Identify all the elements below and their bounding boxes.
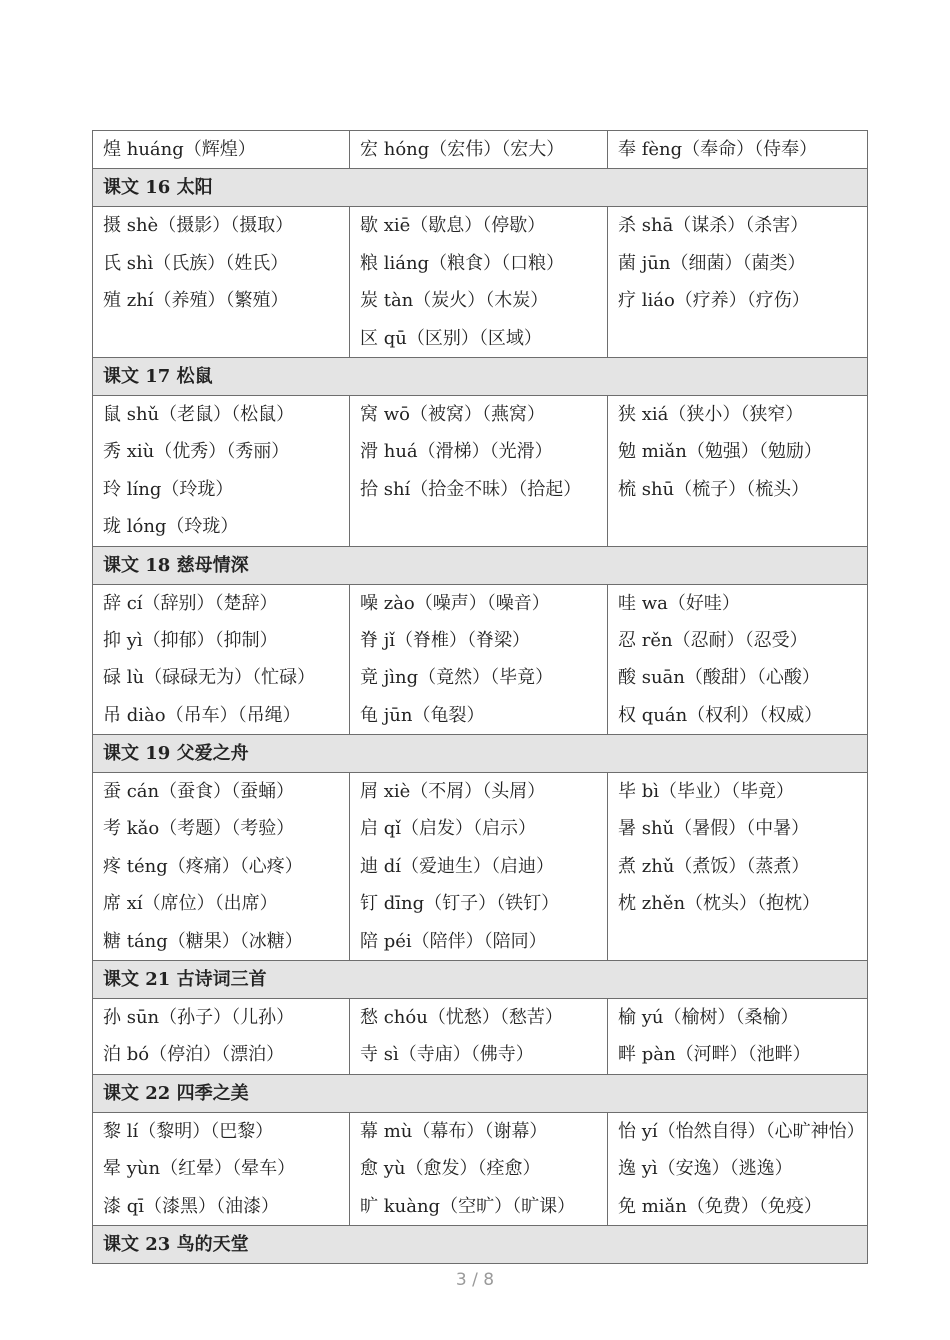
vocab-entry: 黎 lí（黎明）（巴黎） (103, 1120, 274, 1142)
vocab-entry: 愁 chóu（忧愁）（愁苦） (360, 1007, 563, 1029)
first-row (93, 131, 868, 169)
section-title: 课文 21 古诗词三首 (93, 961, 868, 999)
section-title: 课文 23 鸟的天堂 (93, 1225, 868, 1263)
section-body-row (93, 395, 868, 546)
cell (350, 1112, 608, 1225)
vocab-entry: 疗 liáo（疗养）（疗伤） (618, 290, 810, 312)
vocab-entry: 免 miǎn（免费）（免疫） (618, 1195, 822, 1217)
vocab-entry: 梳 shū（梳子）（梳头） (618, 478, 810, 500)
vocab-entry: 幕 mù（幕布）（谢幕） (360, 1120, 548, 1142)
vocab-entry: 畔 pàn（河畔）（池畔） (618, 1044, 811, 1066)
vocabulary-table (92, 130, 868, 1264)
cell (93, 999, 350, 1075)
vocab-entry: 启 qǐ（启发）（启示） (360, 818, 537, 840)
vocab-entry: 席 xí（席位）（出席） (103, 893, 278, 915)
cell (93, 584, 350, 735)
vocab-entry: 龟 jūn（龟裂） (360, 704, 485, 726)
vocab-entry: 粮 liáng（粮食）（口粮） (360, 252, 565, 274)
vocab-entry: 噪 zào（噪声）（噪音） (360, 592, 550, 614)
table-body (93, 131, 868, 1264)
vocab-entry: 吊 diào（吊车）（吊绳） (103, 704, 301, 726)
vocab-entry: 暑 shǔ（暑假）（中暑） (618, 818, 810, 840)
vocab-entry: 珑 lóng（玲珑） (103, 516, 239, 538)
vocab-entry: 孙 sūn（孙子）（儿孙） (103, 1007, 295, 1029)
section-title: 课文 18 慈母情深 (93, 546, 868, 584)
vocab-entry: 菌 jūn（细菌）（菌类） (618, 252, 806, 274)
section-header-row (93, 169, 868, 207)
vocab-entry: 勉 miǎn（勉强）（勉励） (618, 441, 822, 463)
section-body-row (93, 207, 868, 358)
cell (350, 773, 608, 961)
vocab-entry: 脊 jǐ（脊椎）（脊梁） (360, 629, 531, 651)
vocab-entry: 忍 rěn（忍耐）（忍受） (618, 629, 808, 651)
vocab-entry: 酸 suān（酸甜）（心酸） (618, 667, 820, 689)
vocab-entry: 狭 xiá（狭小）（狭窄） (618, 403, 804, 425)
vocab-entry: 权 quán（权利）（权威） (618, 704, 823, 726)
vocab-entry: 炭 tàn（炭火）（木炭） (360, 290, 549, 312)
cell (93, 131, 350, 169)
vocab-entry: 滑 huá（滑梯）（光滑） (360, 441, 553, 463)
vocab-entry: 毕 bì（毕业）（毕竟） (618, 781, 795, 803)
vocab-entry: 陪 péi（陪伴）（陪同） (360, 930, 547, 952)
cell (93, 207, 350, 358)
cell (608, 1112, 868, 1225)
vocab-entry: 枕 zhěn（枕头）（抱枕） (618, 893, 821, 915)
section-header-row (93, 735, 868, 773)
cell (93, 773, 350, 961)
vocab-entry: 漆 qī（漆黑）（油漆） (103, 1195, 280, 1217)
section-header-row (93, 546, 868, 584)
cell (608, 773, 868, 961)
vocab-entry: 糖 táng（糖果）（冰糖） (103, 930, 303, 952)
vocab-entry: 煌 huáng（辉煌） (103, 139, 256, 160)
section-title: 课文 22 四季之美 (93, 1074, 868, 1112)
vocab-entry: 抑 yì（抑郁）（抑制） (103, 629, 278, 651)
page-number: 3 / 8 (455, 1270, 495, 1290)
section-header-row (93, 961, 868, 999)
vocab-entry: 蚕 cán（蚕食）（蚕蛹） (103, 781, 295, 803)
cell (608, 131, 868, 169)
section-title: 课文 16 太阳 (93, 169, 868, 207)
vocab-entry: 摄 shè（摄影）（摄取） (103, 215, 294, 237)
vocab-entry: 逸 yì（安逸）（逃逸） (618, 1158, 793, 1180)
vocab-entry: 旷 kuàng（空旷）（旷课） (360, 1195, 576, 1217)
cell (608, 395, 868, 546)
vocab-entry: 怡 yí（怡然自得）（心旷神怡） (618, 1120, 865, 1142)
vocab-entry: 鼠 shǔ（老鼠）（松鼠） (103, 403, 295, 425)
section-body-row (93, 999, 868, 1075)
vocab-entry: 拾 shí（拾金不昧）（拾起） (360, 478, 582, 500)
vocab-entry: 煮 zhǔ（煮饭）（蒸煮） (618, 855, 810, 877)
vocab-entry: 泊 bó（停泊）（漂泊） (103, 1044, 285, 1066)
vocab-entry: 氏 shì（氏族）（姓氏） (103, 252, 289, 274)
cell (93, 395, 350, 546)
vocab-entry: 榆 yú（榆树）（桑榆） (618, 1007, 799, 1029)
vocab-entry: 哇 wa（好哇） (618, 592, 740, 614)
vocab-entry: 愈 yù（愈发）（痊愈） (360, 1158, 541, 1180)
vocab-entry: 钉 dīng（钉子）（铁钉） (360, 893, 560, 915)
vocab-entry: 奉 fèng（奉命）（侍奉） (618, 139, 818, 160)
vocab-entry: 晕 yùn（红晕）（晕车） (103, 1158, 296, 1180)
cell (608, 207, 868, 358)
vocab-entry: 碌 lù（碌碌无为）（忙碌） (103, 667, 316, 689)
section-body-row (93, 1112, 868, 1225)
vocab-entry: 辞 cí（辞别）（楚辞） (103, 592, 278, 614)
vocab-entry: 窝 wō（被窝）（燕窝） (360, 403, 545, 425)
section-header-row (93, 357, 868, 395)
vocab-entry: 宏 hóng（宏伟）（宏大） (360, 139, 565, 160)
cell (350, 999, 608, 1075)
vocab-entry: 屑 xiè（不屑）（头屑） (360, 781, 546, 803)
section-body-row (93, 773, 868, 961)
vocab-entry: 歇 xiē（歇息）（停歇） (360, 215, 546, 237)
section-title: 课文 19 父爱之舟 (93, 735, 868, 773)
cell (350, 584, 608, 735)
cell (350, 207, 608, 358)
section-header-row (93, 1225, 868, 1263)
vocab-entry: 玲 líng（玲珑） (103, 478, 234, 500)
cell (608, 584, 868, 735)
vocab-entry: 秀 xiù（优秀）（秀丽） (103, 441, 290, 463)
vocab-entry: 寺 sì（寺庙）（佛寺） (360, 1044, 534, 1066)
section-header-row (93, 1074, 868, 1112)
vocab-entry: 疼 téng（疼痛）（心疼） (103, 855, 303, 877)
vocab-entry: 考 kǎo（考题）（考验） (103, 818, 295, 840)
cell (350, 131, 608, 169)
cell (93, 1112, 350, 1225)
section-title: 课文 17 松鼠 (93, 357, 868, 395)
vocab-entry: 区 qū（区别）（区域） (360, 327, 542, 349)
section-body-row (93, 584, 868, 735)
cell (608, 999, 868, 1075)
vocab-entry: 殖 zhí（养殖）（繁殖） (103, 290, 289, 312)
vocab-entry: 杀 shā（谋杀）（杀害） (618, 215, 809, 237)
cell (350, 395, 608, 546)
vocab-entry: 竟 jìng（竟然）（毕竟） (360, 667, 554, 689)
vocab-entry: 迪 dí（爱迪生）（启迪） (360, 855, 554, 877)
